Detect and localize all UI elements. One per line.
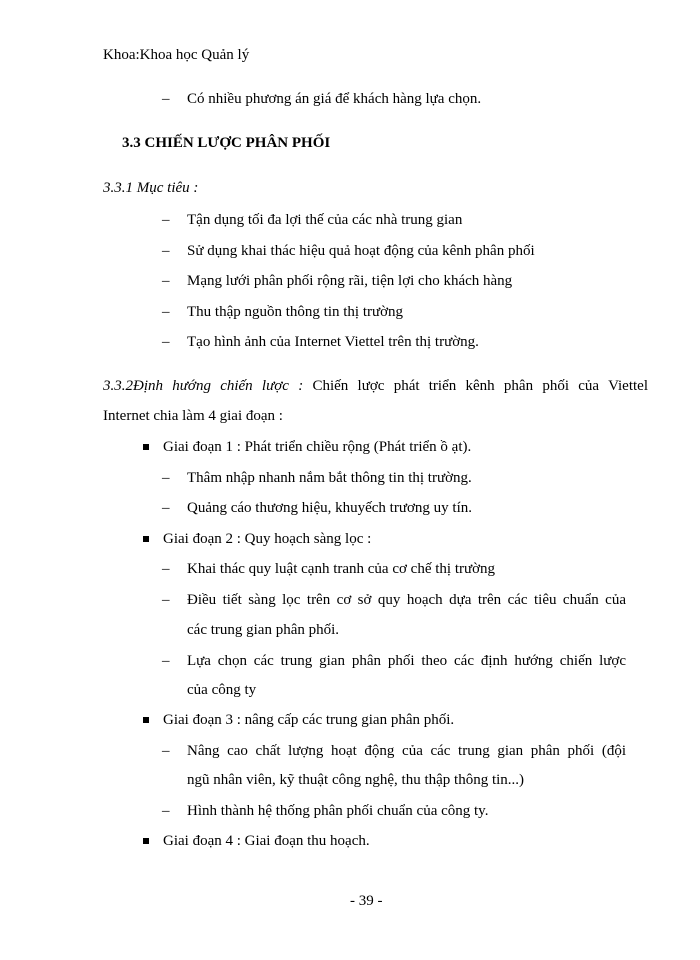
objective-item: Tạo hình ảnh của Internet Viettel trên thị trường. (187, 334, 479, 350)
phase-item: Lựa chọn các trung gian phân phối theo các định hướng chiến lược (187, 653, 626, 669)
dash-marker: – (162, 592, 170, 608)
dash-marker: – (162, 470, 170, 486)
phase-title: Giai đoạn 2 : Quy hoạch sàng lọc : (163, 531, 372, 547)
phase-title: Giai đoạn 3 : nâng cấp các trung gian phân phối. (163, 712, 455, 728)
phase-item: Khai thác quy luật cạnh tranh của cơ chế thị trường (187, 561, 496, 577)
subsection-heading-strategy: 3.3.2Định hướng chiến lược : (103, 378, 304, 394)
square-bullet (143, 444, 149, 450)
strategy-intro-line-1 (103, 376, 648, 396)
dash-marker: – (162, 500, 170, 516)
dash-marker: – (162, 334, 170, 350)
square-bullet (143, 536, 149, 542)
dash-marker: – (162, 243, 170, 259)
phase-item: Thâm nhập nhanh nắm bắt thông tin thị trường. (187, 470, 472, 486)
dash-marker: – (162, 304, 170, 320)
dash-marker: – (162, 91, 170, 107)
strategy-intro-line-2: Internet chia làm 4 giai đoạn : (103, 408, 283, 424)
phase-item-continuation: của công ty (187, 682, 257, 698)
phase-item: Hình thành hệ thống phân phối chuẩn của công ty. (187, 803, 489, 819)
section-title: 3.3 CHIẾN LƯỢC PHÂN PHỐI (122, 135, 331, 151)
dash-marker: – (162, 803, 170, 819)
dash-marker: – (162, 212, 170, 228)
dash-marker: – (162, 561, 170, 577)
square-bullet (143, 717, 149, 723)
objective-item: Thu thập nguồn thông tin thị trường (187, 304, 404, 320)
phase-title: Giai đoạn 1 : Phát triển chiều rộng (Phát triển ồ ạt). (163, 439, 472, 455)
dash-marker: – (162, 743, 170, 759)
page-number: - 39 - (350, 893, 383, 909)
phase-item-continuation: các trung gian phân phối. (187, 622, 340, 638)
phase-item: Quảng cáo thương hiệu, khuyếch trương uy tín. (187, 500, 472, 516)
strategy-intro-text: Chiến lược phát triển kênh phân phối của Viettel (303, 378, 648, 394)
phase-item-continuation: ngũ nhân viên, kỹ thuật công nghệ, thu thập thông tin...) (187, 772, 525, 788)
intro-bullet-text: Có nhiều phương án giá để khách hàng lựa chọn. (187, 91, 482, 107)
phase-item: Nâng cao chất lượng hoạt động của các trung gian phân phối (đội (187, 743, 626, 759)
dash-marker: – (162, 273, 170, 289)
phase-title: Giai đoạn 4 : Giai đoạn thu hoạch. (163, 833, 370, 849)
dash-marker: – (162, 653, 170, 669)
subsection-heading-objectives: 3.3.1 Mục tiêu : (103, 180, 199, 196)
objective-item: Tận dụng tối đa lợi thế của các nhà trung gian (187, 212, 463, 228)
objective-item: Sử dụng khai thác hiệu quả hoạt động của kênh phân phối (187, 243, 535, 259)
faculty-header: Khoa:Khoa học Quản lý (103, 47, 250, 63)
objective-item: Mạng lưới phân phối rộng rãi, tiện lợi cho khách hàng (187, 273, 513, 289)
phase-item: Điều tiết sàng lọc trên cơ sở quy hoạch dựa trên các tiêu chuẩn của (187, 592, 626, 608)
square-bullet (143, 838, 149, 844)
